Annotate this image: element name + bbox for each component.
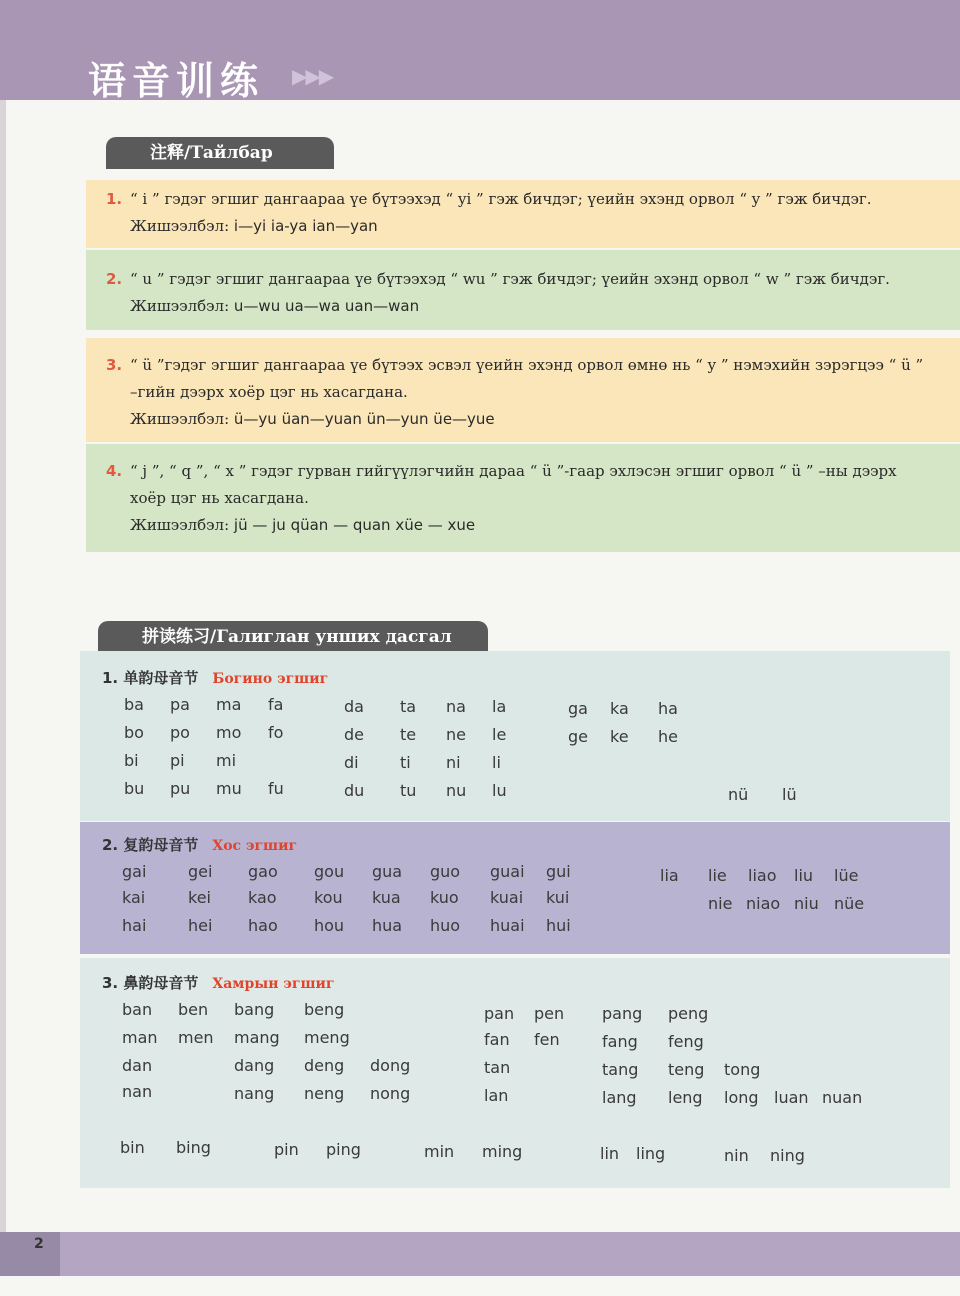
syllable-mo: mo [216, 723, 242, 742]
syllable-kao: kao [248, 888, 277, 907]
compound-vowel-panel [80, 822, 950, 954]
syllable-ba: ba [124, 695, 144, 714]
syllable-ka: ka [610, 699, 629, 718]
syllable-niu: niu [794, 894, 819, 913]
syllable-fang: fang [602, 1032, 638, 1051]
syllable-lüe: lüe [834, 866, 859, 885]
syllable-deng: deng [304, 1056, 345, 1075]
syllable-long: long [724, 1088, 759, 1107]
syllable-ha: ha [658, 699, 678, 718]
note-text: “ i ” гэдэг эгшиг дангаараа үе бүтээхэд “ yi ” гэж бичдэг; үеийн эхэнд орвол “ y ” гэж бичдэг. [130, 190, 872, 208]
syllable-meng: meng [304, 1028, 350, 1047]
example-label: Жишээлбэл: [130, 410, 230, 428]
syllable-de: de [344, 725, 364, 744]
syllable-ning: ning [770, 1146, 805, 1165]
syllable-te: te [400, 725, 417, 744]
note-number: 1. [106, 190, 123, 208]
syllable-man: man [122, 1028, 158, 1047]
syllable-nuan: nuan [822, 1088, 863, 1107]
syllable-niao: niao [746, 894, 781, 913]
syllable-mu: mu [216, 779, 242, 798]
syllable-men: men [178, 1028, 214, 1047]
syllable-kai: kai [122, 888, 146, 907]
header-banner [0, 0, 960, 103]
syllable-du: du [344, 781, 365, 800]
syllable-ti: ti [400, 753, 411, 772]
syllable-ma: ma [216, 695, 242, 714]
example-label: Жишээлбэл: [130, 516, 230, 534]
syllable-kou: kou [314, 888, 343, 907]
syllable-peng: peng [668, 1004, 709, 1023]
group-title: 3. 鼻韵母音节 Хамрын эгшиг [102, 974, 335, 992]
syllable-pang: pang [602, 1004, 643, 1023]
example-label: Жишээлбэл: [130, 297, 230, 315]
syllable-bang: bang [234, 1000, 275, 1019]
note-text-2: –гийн дээрх хоёр цэг нь хасагдана. [130, 383, 408, 401]
note-text-2: хоёр цэг нь хасагдана. [130, 489, 309, 507]
note-number: 4. [106, 462, 123, 480]
note-text: “ ü ”гэдэг эгшиг дангаараа үе бүтээх эсвэл үеийн эхэнд орвол өмнө нь “ y ” нэмэхийн зэрэгцээ “ ü ” [130, 356, 924, 374]
syllable-ling: ling [636, 1144, 666, 1163]
syllable-tong: tong [724, 1060, 761, 1079]
syllable-pa: pa [170, 695, 190, 714]
syllable-bin: bin [120, 1138, 145, 1157]
syllable-ke: ke [610, 727, 629, 746]
example-text: ü—yu üan—yuan ün—yun üe—yue [233, 410, 495, 428]
syllable-kua: kua [372, 888, 401, 907]
syllable-gai: gai [122, 862, 147, 881]
syllable-ni: ni [446, 753, 461, 772]
syllable-feng: feng [668, 1032, 704, 1051]
note-number: 2. [106, 270, 123, 288]
syllable-lang: lang [602, 1088, 637, 1107]
syllable-nin: nin [724, 1146, 749, 1165]
syllable-liu: liu [794, 866, 814, 885]
practice-tab: 拼读练习/Галиглан унших дасгал [98, 621, 488, 653]
syllable-leng: leng [668, 1088, 703, 1107]
syllable-gei: gei [188, 862, 213, 881]
syllable-lan: lan [484, 1086, 509, 1105]
syllable-hou: hou [314, 916, 345, 935]
nasal-vowel-panel [80, 958, 950, 1188]
note-4 [86, 444, 960, 552]
example-text: u—wu ua—wa uan—wan [233, 297, 420, 315]
syllable-fan: fan [484, 1030, 510, 1049]
syllable-hui: hui [546, 916, 571, 935]
syllable-tu: tu [400, 781, 417, 800]
syllable-hua: hua [372, 916, 403, 935]
group-title: 2. 复韵母音节 Хос эгшиг [102, 836, 298, 854]
note-text: “ u ” гэдэг эгшиг дангаараа үе бүтээхэд “ wu ” гэж бичдэг; үеийн эхэнд орвол “ w ” гэж бичдэг. [130, 270, 890, 288]
syllable-nü: nü [728, 785, 749, 804]
syllable-pan: pan [484, 1004, 515, 1023]
syllable-lin: lin [600, 1144, 620, 1163]
example-text: jü — ju qüan — quan xüe — xue [233, 516, 476, 534]
syllable-gao: gao [248, 862, 278, 881]
syllable-ge: ge [568, 727, 588, 746]
syllable-kui: kui [546, 888, 570, 907]
syllable-dan: dan [122, 1056, 153, 1075]
syllable-tang: tang [602, 1060, 639, 1079]
syllable-gui: gui [546, 862, 571, 881]
page-title: 语音训练 [88, 59, 265, 103]
syllable-le: le [492, 725, 507, 744]
page-edge [0, 100, 6, 1232]
syllable-dang: dang [234, 1056, 275, 1075]
note-text: “ j ”, “ q ”, “ x ” гэдэг гурван гийгүүлэгчийн дараа “ ü ”-гаар эхлэсэн эгшиг орвол “ ü ” –ны дээрх [130, 462, 897, 480]
syllable-ta: ta [400, 697, 417, 716]
syllable-nüe: nüe [834, 894, 865, 913]
arrow-icons: ▶▶▶ [292, 64, 333, 88]
syllable-lü: lü [782, 785, 797, 804]
syllable-huo: huo [430, 916, 461, 935]
syllable-he: he [658, 727, 678, 746]
syllable-hai: hai [122, 916, 147, 935]
note-1 [86, 180, 960, 248]
syllable-hao: hao [248, 916, 278, 935]
example-text: i—yi ia-ya ian—yan [233, 217, 378, 235]
syllable-fu: fu [268, 779, 284, 798]
syllable-dong: dong [370, 1056, 411, 1075]
syllable-lu: lu [492, 781, 507, 800]
syllable-ping: ping [326, 1140, 361, 1159]
group-title: 1. 单韵母音节 Богино эгшиг [102, 669, 329, 687]
syllable-beng: beng [304, 1000, 345, 1019]
syllable-ben: ben [178, 1000, 209, 1019]
syllable-na: na [446, 697, 466, 716]
syllable-hei: hei [188, 916, 213, 935]
syllable-pi: pi [170, 751, 185, 770]
syllable-li: li [492, 753, 501, 772]
syllable-kei: kei [188, 888, 211, 907]
syllable-bi: bi [124, 751, 139, 770]
syllable-teng: teng [668, 1060, 705, 1079]
syllable-pu: pu [170, 779, 191, 798]
syllable-nu: nu [446, 781, 467, 800]
syllable-tan: tan [484, 1058, 511, 1077]
syllable-ne: ne [446, 725, 466, 744]
note-number: 3. [106, 356, 123, 374]
syllable-nan: nan [122, 1082, 153, 1101]
syllable-ga: ga [568, 699, 588, 718]
syllable-ban: ban [122, 1000, 153, 1019]
single-vowel-panel [80, 651, 950, 821]
syllable-pen: pen [534, 1004, 565, 1023]
syllable-pin: pin [274, 1140, 299, 1159]
syllable-min: min [424, 1142, 455, 1161]
syllable-di: di [344, 753, 359, 772]
syllable-mi: mi [216, 751, 237, 770]
note-2 [86, 250, 960, 330]
syllable-lia: lia [660, 866, 679, 885]
syllable-da: da [344, 697, 364, 716]
syllable-bing: bing [176, 1138, 211, 1157]
syllable-fen: fen [534, 1030, 560, 1049]
syllable-po: po [170, 723, 190, 742]
syllable-guo: guo [430, 862, 461, 881]
syllable-neng: neng [304, 1084, 345, 1103]
syllable-nong: nong [370, 1084, 411, 1103]
syllable-huai: huai [490, 916, 525, 935]
syllable-kuo: kuo [430, 888, 459, 907]
syllable-la: la [492, 697, 507, 716]
syllable-bu: bu [124, 779, 145, 798]
syllable-fo: fo [268, 723, 284, 742]
syllable-nie: nie [708, 894, 733, 913]
syllable-nang: nang [234, 1084, 275, 1103]
page-number: 2 [0, 1232, 60, 1276]
syllable-lie: lie [708, 866, 727, 885]
syllable-gua: gua [372, 862, 403, 881]
footer-bar [0, 1232, 960, 1276]
example-label: Жишээлбэл: [130, 217, 230, 235]
syllable-liao: liao [748, 866, 777, 885]
note-3 [86, 338, 960, 442]
syllable-fa: fa [268, 695, 284, 714]
syllable-luan: luan [774, 1088, 809, 1107]
notes-tab: 注释/Тайлбар [106, 137, 334, 169]
syllable-kuai: kuai [490, 888, 524, 907]
syllable-guai: guai [490, 862, 525, 881]
syllable-gou: gou [314, 862, 345, 881]
syllable-mang: mang [234, 1028, 280, 1047]
syllable-ming: ming [482, 1142, 523, 1161]
syllable-bo: bo [124, 723, 144, 742]
